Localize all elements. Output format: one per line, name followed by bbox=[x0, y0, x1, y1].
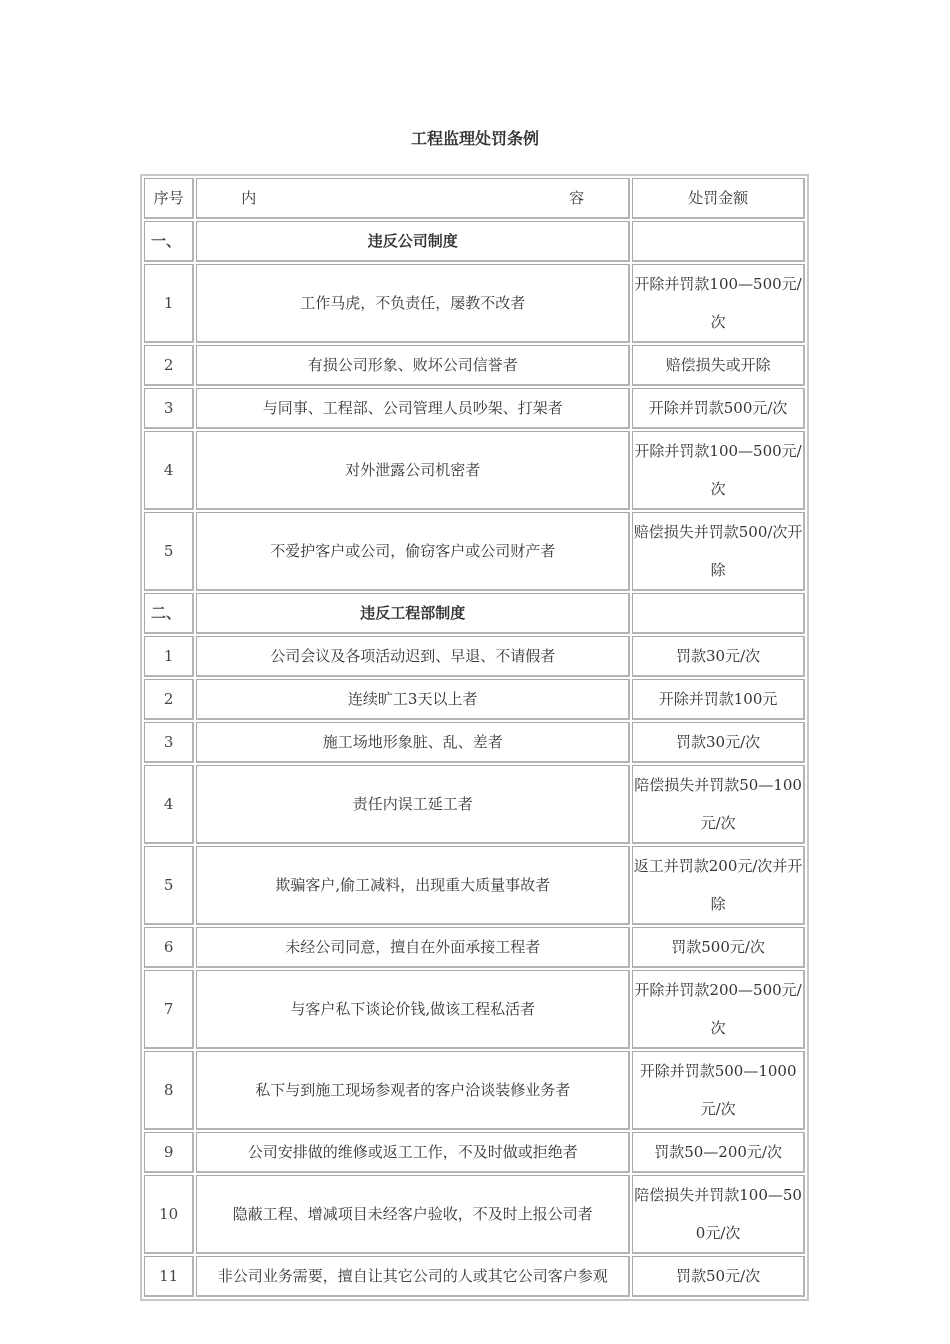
row-penalty: 罚款500元/次 bbox=[632, 927, 805, 968]
row-content: 连续旷工3天以上者 bbox=[196, 679, 630, 720]
table-row bbox=[144, 1051, 805, 1130]
row-num: 9 bbox=[144, 1132, 194, 1173]
row-penalty: 开除并罚款200—500元/次 bbox=[632, 970, 805, 1049]
row-penalty: 罚款30元/次 bbox=[632, 722, 805, 763]
row-content: 与同事、工程部、公司管理人员吵架、打架者 bbox=[196, 388, 630, 429]
section-row bbox=[144, 221, 805, 262]
row-content: 公司安排做的维修或返工工作，不及时做或拒绝者 bbox=[196, 1132, 630, 1173]
section-penalty-empty bbox=[632, 593, 805, 634]
table-row bbox=[144, 765, 805, 844]
table-row bbox=[144, 846, 805, 925]
row-penalty: 赔偿损失或开除 bbox=[632, 345, 805, 386]
row-penalty: 罚款50元/次 bbox=[632, 1256, 805, 1297]
section-row bbox=[144, 593, 805, 634]
table-row bbox=[144, 927, 805, 968]
row-content: 责任内误工延工者 bbox=[196, 765, 630, 844]
row-num: 2 bbox=[144, 345, 194, 386]
row-num: 5 bbox=[144, 846, 194, 925]
row-num: 1 bbox=[144, 636, 194, 677]
document-title: 工程监理处罚条例 bbox=[410, 129, 539, 148]
row-penalty: 开除并罚款100—500元/次 bbox=[632, 264, 805, 343]
table-row bbox=[144, 1256, 805, 1297]
row-penalty: 赔偿损失并罚款500/次开除 bbox=[632, 512, 805, 591]
row-penalty: 返工并罚款200元/次并开除 bbox=[632, 846, 805, 925]
row-num: 10 bbox=[144, 1175, 194, 1254]
row-num: 7 bbox=[144, 970, 194, 1049]
row-penalty: 罚款50—200元/次 bbox=[632, 1132, 805, 1173]
section-title: 违反公司制度 bbox=[196, 221, 630, 262]
table-row bbox=[144, 345, 805, 386]
row-penalty: 开除并罚款100元 bbox=[632, 679, 805, 720]
row-penalty: 开除并罚款500元/次 bbox=[632, 388, 805, 429]
header-content-right: 容 bbox=[569, 189, 585, 207]
row-num: 8 bbox=[144, 1051, 194, 1130]
row-num: 4 bbox=[144, 431, 194, 510]
table-row bbox=[144, 431, 805, 510]
row-penalty: 开除并罚款100—500元/次 bbox=[632, 431, 805, 510]
row-content: 对外泄露公司机密者 bbox=[196, 431, 630, 510]
table-row bbox=[144, 636, 805, 677]
row-num: 5 bbox=[144, 512, 194, 591]
row-content: 非公司业务需要，擅自让其它公司的人或其它公司客户参观 bbox=[196, 1256, 630, 1297]
row-content: 施工场地形象脏、乱、差者 bbox=[196, 722, 630, 763]
header-content bbox=[196, 178, 630, 219]
row-penalty: 罚款30元/次 bbox=[632, 636, 805, 677]
section-title: 违反工程部制度 bbox=[196, 593, 630, 634]
row-content: 欺骗客户,偷工减料，出现重大质量事故者 bbox=[196, 846, 630, 925]
section-penalty-empty bbox=[632, 221, 805, 262]
section-num: 一、 bbox=[144, 221, 194, 262]
row-penalty: 开除并罚款500—1000元/次 bbox=[632, 1051, 805, 1130]
section-num: 二、 bbox=[144, 593, 194, 634]
table-row bbox=[144, 264, 805, 343]
row-content: 不爱护客户或公司，偷窃客户或公司财产者 bbox=[196, 512, 630, 591]
table-row bbox=[144, 512, 805, 591]
table-row bbox=[144, 679, 805, 720]
row-num: 11 bbox=[144, 1256, 194, 1297]
row-content: 私下与到施工现场参观者的客户洽谈装修业务者 bbox=[196, 1051, 630, 1130]
table-row bbox=[144, 388, 805, 429]
row-content: 工作马虎，不负责任，屡教不改者 bbox=[196, 264, 630, 343]
row-penalty: 陪偿损失并罚款50—100元/次 bbox=[632, 765, 805, 844]
table-row bbox=[144, 722, 805, 763]
header-penalty: 处罚金额 bbox=[632, 178, 805, 219]
table-row bbox=[144, 1175, 805, 1254]
row-num: 2 bbox=[144, 679, 194, 720]
row-num: 3 bbox=[144, 722, 194, 763]
row-content: 有损公司形象、败坏公司信誉者 bbox=[196, 345, 630, 386]
table-row bbox=[144, 970, 805, 1049]
header-content-left: 内 bbox=[241, 189, 257, 207]
penalty-table bbox=[140, 174, 809, 1301]
row-content: 公司会议及各项活动迟到、早退、不请假者 bbox=[196, 636, 630, 677]
row-content: 与客户私下谈论价钱,做该工程私活者 bbox=[196, 970, 630, 1049]
row-content: 未经公司同意，擅自在外面承接工程者 bbox=[196, 927, 630, 968]
header-num: 序号 bbox=[144, 178, 194, 219]
row-num: 1 bbox=[144, 264, 194, 343]
table-row bbox=[144, 1132, 805, 1173]
row-content: 隐蔽工程、增减项目未经客户验收，不及时上报公司者 bbox=[196, 1175, 630, 1254]
row-num: 6 bbox=[144, 927, 194, 968]
row-penalty: 陪偿损失并罚款100—500元/次 bbox=[632, 1175, 805, 1254]
table-header-row bbox=[144, 178, 805, 219]
row-num: 4 bbox=[144, 765, 194, 844]
row-num: 3 bbox=[144, 388, 194, 429]
